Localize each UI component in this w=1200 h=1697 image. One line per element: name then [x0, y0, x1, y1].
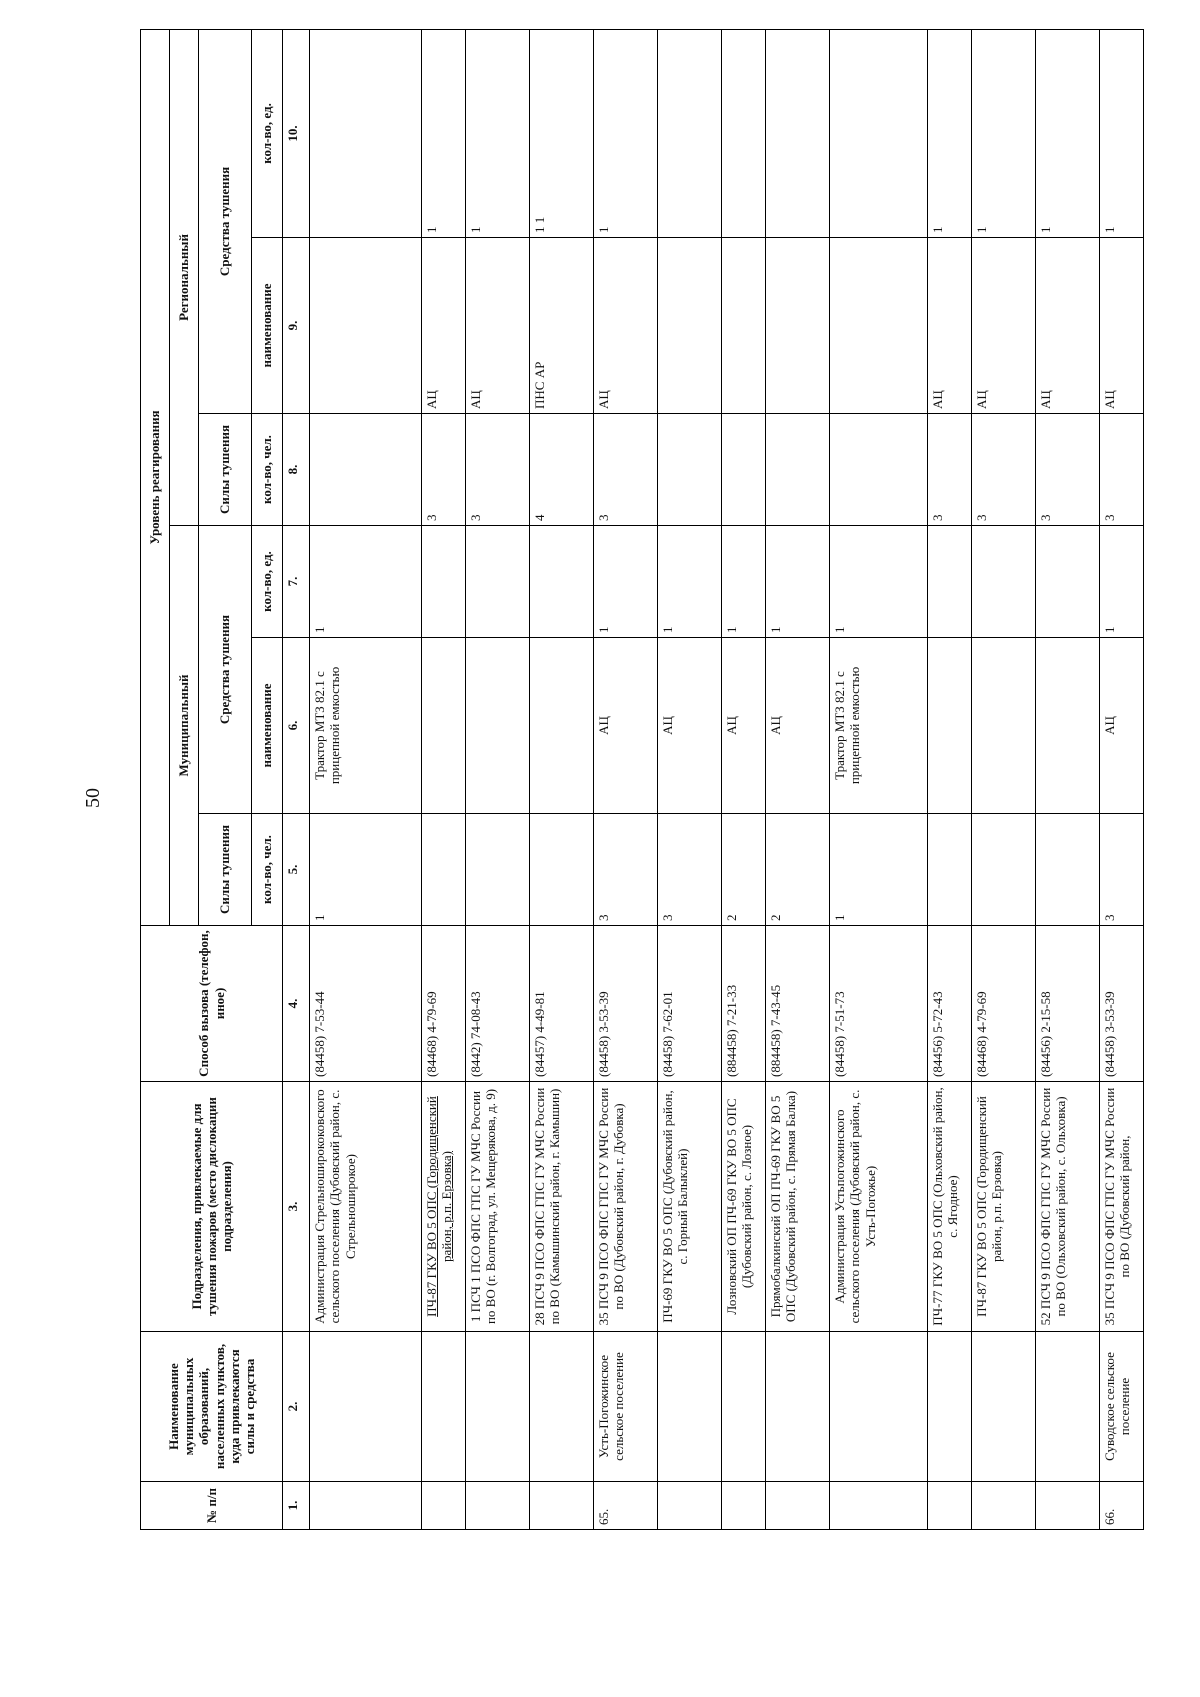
header-regional-means: Средства тушения	[199, 29, 252, 413]
header-regional: Региональный	[170, 29, 199, 525]
unit-name: Администрация Устьпогожинского сельского поселения (Дубовский район, с. Усть-Погожье)	[830, 1082, 928, 1332]
regional-means-qty: 1	[422, 29, 466, 237]
row-number	[310, 1482, 422, 1530]
municipal-means-name: Трактор МТЗ 82.1 с прицепной емкостью	[830, 638, 928, 814]
settlement-name	[310, 1332, 422, 1482]
regional-people: 3	[422, 414, 466, 526]
municipal-means-qty: 1	[722, 526, 766, 638]
settlement-name	[658, 1332, 722, 1482]
settlement-name	[466, 1332, 530, 1482]
municipal-means-name	[530, 638, 594, 814]
municipal-means-qty: 1	[310, 526, 422, 638]
municipal-people: 2	[766, 814, 830, 926]
municipal-means-qty	[928, 526, 972, 638]
call-phone: (84468) 4-79-69	[972, 926, 1036, 1082]
settlement-name	[422, 1332, 466, 1482]
column-number: 1.	[283, 1482, 310, 1530]
regional-means-name: АЦ	[466, 238, 530, 414]
municipal-people	[928, 814, 972, 926]
unit-name: Администрация Стрельноширококовского сельского поселения (Дубовский район, с. Стрельноширокое)	[310, 1082, 422, 1332]
municipal-means-name	[466, 638, 530, 814]
table-row	[422, 29, 466, 1529]
row-number	[722, 1482, 766, 1530]
municipal-people: 1	[310, 814, 422, 926]
table-body	[310, 29, 1144, 1529]
column-number: 10.	[283, 29, 310, 237]
call-phone: (84456) 5-72-43	[928, 926, 972, 1082]
regional-means-name	[658, 238, 722, 414]
municipal-means-name	[422, 638, 466, 814]
table-row	[310, 29, 422, 1529]
municipal-means-qty	[530, 526, 594, 638]
row-number	[1036, 1482, 1100, 1530]
header-response-level: Уровень реагирования	[141, 29, 170, 925]
settlement-name: Суводское сельское поселение	[1100, 1332, 1144, 1482]
municipal-people: 2	[722, 814, 766, 926]
municipal-means-qty: 1	[658, 526, 722, 638]
regional-people: 3	[972, 414, 1036, 526]
column-number: 9.	[283, 238, 310, 414]
regional-means-qty	[658, 29, 722, 237]
municipal-people	[1036, 814, 1100, 926]
table-row	[972, 29, 1036, 1529]
header-municipal-forces: Силы тушения	[199, 814, 252, 926]
call-phone: (84458) 7-51-73	[830, 926, 928, 1082]
rotated-table-sheet	[140, 30, 1144, 1530]
regional-means-qty	[830, 29, 928, 237]
municipal-means-name	[928, 638, 972, 814]
column-number: 3.	[283, 1082, 310, 1332]
regional-people: 3	[928, 414, 972, 526]
unit-name: 28 ПСЧ 9 ПСО ФПС ГПС ГУ МЧС России по ВО (Камышинский район, г. Камышин)	[530, 1082, 594, 1332]
row-number	[530, 1482, 594, 1530]
regional-means-qty: 1	[928, 29, 972, 237]
regional-people: 4	[530, 414, 594, 526]
row-number	[422, 1482, 466, 1530]
column-number: 5.	[283, 814, 310, 926]
regional-people: 3	[466, 414, 530, 526]
table-row	[658, 29, 722, 1529]
row-number	[658, 1482, 722, 1530]
regional-people: 3	[1036, 414, 1100, 526]
column-number: 6.	[283, 638, 310, 814]
municipal-people: 1	[830, 814, 928, 926]
regional-means-name: АЦ	[422, 238, 466, 414]
header-m-qty-units: кол-во, ед.	[252, 526, 283, 638]
municipal-people	[466, 814, 530, 926]
settlement-name	[722, 1332, 766, 1482]
call-phone: (84456) 2-15-58	[1036, 926, 1100, 1082]
settlement-name	[766, 1332, 830, 1482]
table-row	[766, 29, 830, 1529]
row-number	[928, 1482, 972, 1530]
municipal-means-qty: 1	[766, 526, 830, 638]
table-row	[1100, 29, 1144, 1529]
municipal-means-qty	[422, 526, 466, 638]
regional-means-qty: 1	[1100, 29, 1144, 237]
municipal-means-qty: 1	[830, 526, 928, 638]
municipal-means-name	[972, 638, 1036, 814]
unit-name: ПЧ-77 ГКУ ВО 5 ОПС (Ольховский район, с. Ягодное)	[928, 1082, 972, 1332]
row-number	[972, 1482, 1036, 1530]
unit-name: ПЧ-69 ГКУ ВО 5 ОПС (Дубовский район, с. Горный Балыклей)	[658, 1082, 722, 1332]
regional-means-qty	[722, 29, 766, 237]
regional-people	[766, 414, 830, 526]
header-municipal: Муниципальный	[170, 526, 199, 926]
table-row	[1036, 29, 1100, 1529]
row-number	[830, 1482, 928, 1530]
regional-means-name: ПНС АР	[530, 238, 594, 414]
table-row	[466, 29, 530, 1529]
call-phone: (84457) 4-49-81	[530, 926, 594, 1082]
header-r-qty-people: кол-во, чел.	[252, 414, 283, 526]
column-number: 4.	[283, 926, 310, 1082]
call-phone: (84458) 3-53-39	[594, 926, 658, 1082]
row-number: 65.	[594, 1482, 658, 1530]
call-phone: (84458) 7-62-01	[658, 926, 722, 1082]
regional-means-name: АЦ	[1036, 238, 1100, 414]
municipal-means-qty	[466, 526, 530, 638]
unit-name: 35 ПСЧ 9 ПСО ФПС ГПС ГУ МЧС России по ВО (Дубовский район, г. Дубовка)	[594, 1082, 658, 1332]
unit-name: ПЧ-87 ГКУ ВО 5 ОПС (Городищенский район, р.п. Ерзовка)	[972, 1082, 1036, 1332]
column-number: 2.	[283, 1332, 310, 1482]
regional-means-qty: 1	[972, 29, 1036, 237]
settlement-name: Усть-Погожинское сельское поселение	[594, 1332, 658, 1482]
regional-means-name	[722, 238, 766, 414]
row-number	[466, 1482, 530, 1530]
header-unit: Подразделения, привлекаемые для тушения пожаров (место дислокации подразделения)	[141, 1082, 283, 1332]
call-phone: (884458) 7-21-33	[722, 926, 766, 1082]
regional-means-name: АЦ	[928, 238, 972, 414]
table-row	[928, 29, 972, 1529]
settlement-name	[530, 1332, 594, 1482]
regional-means-qty: 1	[1036, 29, 1100, 237]
column-number-row	[283, 29, 310, 1529]
settlement-name	[830, 1332, 928, 1482]
row-number: 66.	[1100, 1482, 1144, 1530]
response-level-table	[140, 29, 1144, 1530]
municipal-people: 3	[658, 814, 722, 926]
unit-name: 1 ПСЧ 1 ПСО ФПС ГПС ГУ МЧС России по ВО (г. Волгоград, ул. Мещерякова, д. 9)	[466, 1082, 530, 1332]
table-row	[594, 29, 658, 1529]
municipal-means-name	[1036, 638, 1100, 814]
regional-people	[830, 414, 928, 526]
regional-people	[310, 414, 422, 526]
municipal-people: 3	[1100, 814, 1144, 926]
regional-means-qty	[310, 29, 422, 237]
call-phone: (8442) 74-08-43	[466, 926, 530, 1082]
regional-means-name: АЦ	[972, 238, 1036, 414]
call-phone: (884458) 7-43-45	[766, 926, 830, 1082]
header-regional-forces: Силы тушения	[199, 414, 252, 526]
municipal-people	[530, 814, 594, 926]
municipal-means-qty	[972, 526, 1036, 638]
municipal-means-name: АЦ	[594, 638, 658, 814]
header-m-qty-people: кол-во, чел.	[252, 814, 283, 926]
header-call-method: Способ вызова (телефон, иное)	[141, 926, 283, 1082]
regional-means-name	[830, 238, 928, 414]
regional-means-name: АЦ	[1100, 238, 1144, 414]
municipal-means-name: АЦ	[722, 638, 766, 814]
call-phone: (84458) 3-53-39	[1100, 926, 1144, 1082]
municipal-people	[422, 814, 466, 926]
municipal-means-name: АЦ	[1100, 638, 1144, 814]
call-phone: (84468) 4-79-69	[422, 926, 466, 1082]
header-r-qty-units: кол-во, ед.	[252, 29, 283, 237]
settlement-name	[972, 1332, 1036, 1482]
municipal-means-qty: 1	[594, 526, 658, 638]
header-settlement: Наименование муниципальных образований, населенных пунктов, куда привлекаются силы и средства	[141, 1332, 283, 1482]
unit-name: Прямобалкинский ОП ПЧ-69 ГКУ ВО 5 ОПС (Дубовский район, с. Прямая Балка)	[766, 1082, 830, 1332]
regional-people	[658, 414, 722, 526]
column-number: 8.	[283, 414, 310, 526]
header-m-name: наименование	[252, 638, 283, 814]
page-number: 50	[82, 788, 104, 808]
unit-name: Лозновский ОП ПЧ-69 ГКУ ВО 5 ОПС (Дубовский район, с. Лозное)	[722, 1082, 766, 1332]
call-phone: (84458) 7-53-44	[310, 926, 422, 1082]
table-row	[830, 29, 928, 1529]
regional-means-qty: 1	[466, 29, 530, 237]
unit-name: 52 ПСЧ 9 ПСО ФПС ГПС ГУ МЧС России по ВО (Ольховский район, с. Ольховка)	[1036, 1082, 1100, 1332]
municipal-means-name: АЦ	[766, 638, 830, 814]
regional-means-name	[310, 238, 422, 414]
regional-means-name	[766, 238, 830, 414]
regional-means-qty	[766, 29, 830, 237]
municipal-means-qty: 1	[1100, 526, 1144, 638]
regional-people: 3	[1100, 414, 1144, 526]
regional-people	[722, 414, 766, 526]
header-r-name: наименование	[252, 238, 283, 414]
municipal-people: 3	[594, 814, 658, 926]
municipal-means-name: Трактор МТЗ 82.1 с прицепной емкостью	[310, 638, 422, 814]
municipal-people	[972, 814, 1036, 926]
settlement-name	[1036, 1332, 1100, 1482]
header-num: № п/п	[141, 1482, 283, 1530]
municipal-means-qty	[1036, 526, 1100, 638]
unit-name: ПЧ-87 ГКУ ВО 5 ОПС (Городищенский район, р.п. Ерзовка)	[422, 1082, 466, 1332]
regional-means-qty: 1	[594, 29, 658, 237]
regional-people: 3	[594, 414, 658, 526]
settlement-name	[928, 1332, 972, 1482]
regional-means-qty: 1 1	[530, 29, 594, 237]
regional-means-name: АЦ	[594, 238, 658, 414]
column-number: 7.	[283, 526, 310, 638]
municipal-means-name: АЦ	[658, 638, 722, 814]
table-row	[530, 29, 594, 1529]
row-number	[766, 1482, 830, 1530]
unit-name: 35 ПСЧ 9 ПСО ФПС ГПС ГУ МЧС России по ВО (Дубовский район,	[1100, 1082, 1144, 1332]
table-row	[722, 29, 766, 1529]
header-municipal-means: Средства тушения	[199, 526, 252, 814]
